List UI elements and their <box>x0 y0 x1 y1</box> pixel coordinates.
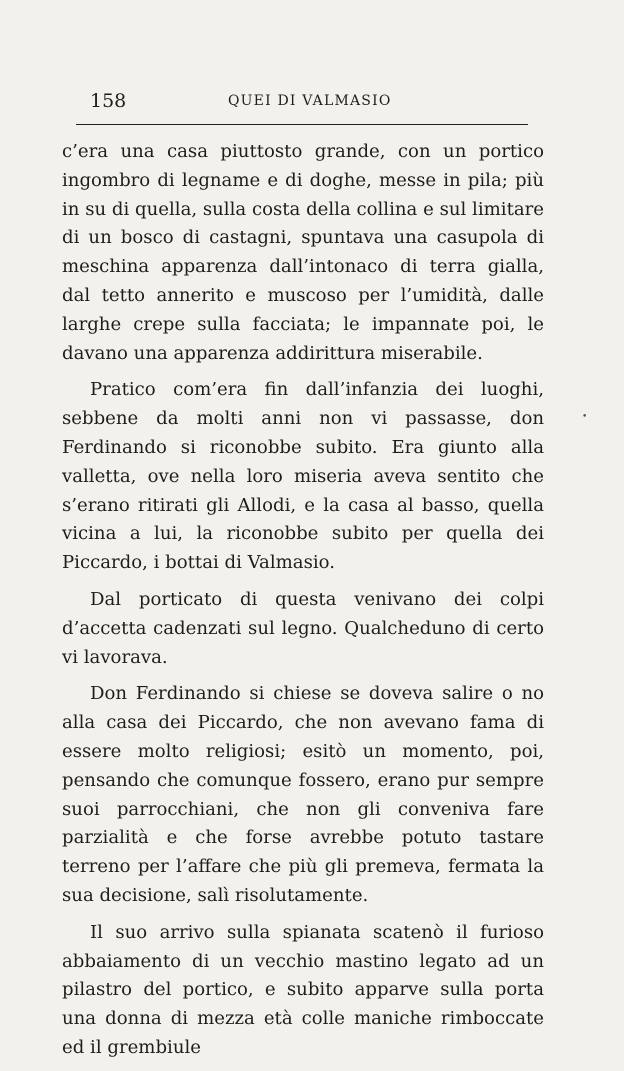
page-header <box>78 90 526 114</box>
margin-speck: • <box>582 412 588 422</box>
page-number: 158 <box>90 90 127 112</box>
paragraph-1: c’era una casa piuttosto grande, con un portico ingombro di legname e di doghe, messe in pila; più in su di quella, sulla costa della collina e sul limitare di un bosco di castagni, spuntava una casupola di meschina apparenza dall’intonaco di terra gialla, dal tetto annerito e muscoso per l’umidità, dalle larghe crepe sulla facciata; le impannate poi, le davano una apparenza addirittura miserabile. <box>62 141 544 364</box>
header-rule <box>76 124 528 125</box>
paragraph-2: Pratico com’era fin dall’infanzia dei luoghi, sebbene da molti anni non vi passasse, don Ferdinando si riconobbe subito. Era giunto alla valletta, ove nella loro miseria aveva sentito che s’erano ritirati gli Allodi, e la casa al basso, quella vicina a lui, la riconobbe subito per quella dei Piccardo, i bottai di Valmasio. <box>62 379 544 574</box>
body-text <box>62 138 544 1071</box>
running-title: QUEI DI VALMASIO <box>228 93 392 109</box>
paragraph-4: Don Ferdinando si chiese se doveva salire o no alla casa dei Piccardo, che non avevano fama di essere molto religiosi; esitò un momento, poi, pensando che comunque fossero, erano pur sempre suoi parrocchiani, che non gli conveniva fare parzialità e che forse avrebbe potuto tastare terreno per l’affare che più gli premeva, fermata la sua decisione, salì risolutamente. <box>62 683 544 906</box>
paragraph-5: Il suo arrivo sulla spianata scatenò il furioso abbaiamento di un vecchio mastino legato ad un pilastro del portico, e subito apparve sulla porta una donna di mezza età colle maniche rimboccate ed il grembiule <box>62 921 544 1058</box>
paragraph-3: Dal porticato di questa venivano dei colpi d’accetta cadenzati sul legno. Qualcheduno di certo vi lavorava. <box>62 588 544 668</box>
